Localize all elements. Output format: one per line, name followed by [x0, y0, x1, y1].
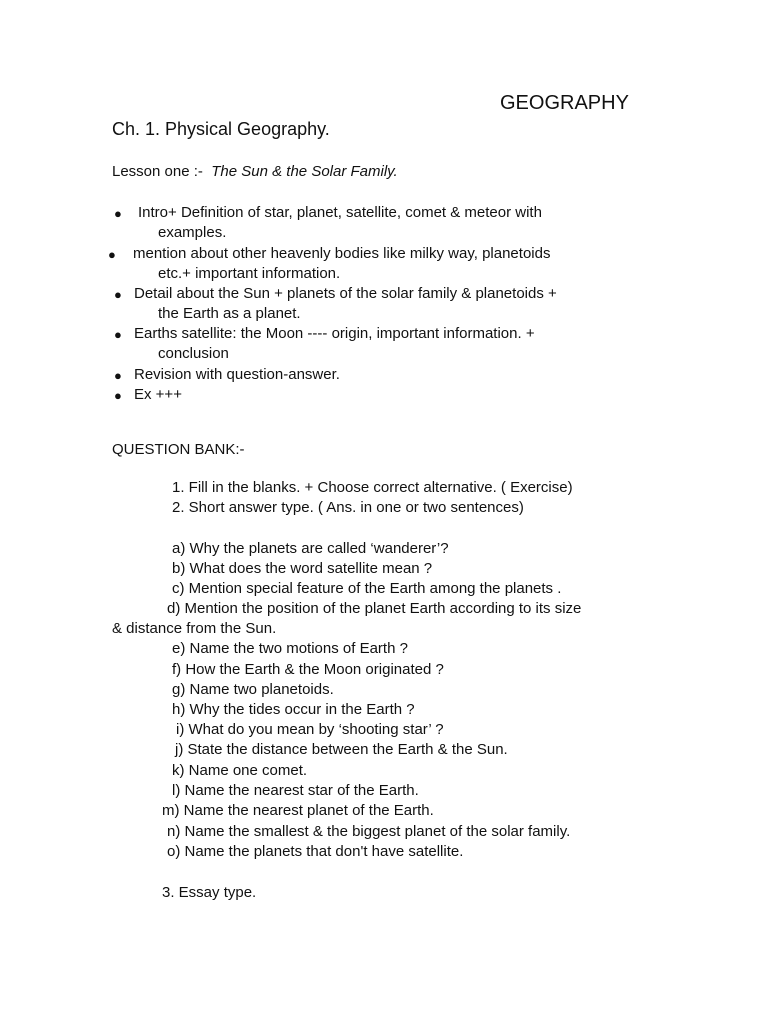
bullet-line: the Earth as a planet. [158, 305, 301, 322]
bullet-line: conclusion [158, 345, 229, 362]
question-item: e) Name the two motions of Earth ? [172, 640, 408, 657]
bullet-line: Intro+ Definition of star, planet, satellite, comet & meteor with [138, 204, 542, 221]
bullet-icon: ● [114, 287, 122, 302]
question-item: i) What do you mean by ‘shooting star’ ? [176, 721, 444, 738]
question-item: l) Name the nearest star of the Earth. [172, 782, 419, 799]
bullet-icon: ● [114, 388, 122, 403]
lesson-heading [112, 163, 398, 180]
question-bank-heading: QUESTION BANK:- [112, 441, 245, 458]
numbered-item: 1. Fill in the blanks. + Choose correct alternative. ( Exercise) [172, 479, 573, 496]
bullet-line: examples. [158, 224, 227, 241]
question-item: n) Name the smallest & the biggest planet of the solar family. [167, 823, 571, 840]
question-item-continued: & distance from the Sun. [112, 620, 277, 637]
essay-type-item: 3. Essay type. [162, 884, 257, 901]
bullet-line: Ex +++ [134, 386, 182, 403]
chapter-heading: Ch. 1. Physical Geography. [112, 119, 330, 139]
question-item: a) Why the planets are called ‘wanderer’? [172, 540, 449, 557]
bullet-line: Revision with question-answer. [134, 366, 340, 383]
bullet-icon: ● [114, 368, 122, 383]
bullet-icon: ● [114, 206, 122, 221]
bullet-icon: ● [108, 247, 116, 262]
bullet-icon: ● [114, 327, 122, 342]
lesson-prefix: Lesson one :- [112, 163, 203, 180]
bullet-line: Detail about the Sun + planets of the solar family & planetoids + [134, 285, 557, 302]
question-item: o) Name the planets that don't have satellite. [167, 843, 464, 860]
bullet-line: mention about other heavenly bodies like milky way, planetoids [133, 245, 551, 262]
question-item: d) Mention the position of the planet Earth according to its size [167, 600, 582, 617]
question-item: k) Name one comet. [172, 762, 308, 779]
question-item: h) Why the tides occur in the Earth ? [172, 701, 415, 718]
bullet-line: Earths satellite: the Moon ---- origin, important information. + [134, 325, 535, 342]
question-item: b) What does the word satellite mean ? [172, 560, 433, 577]
bullet-line: etc.+ important information. [158, 265, 341, 282]
numbered-item: 2. Short answer type. ( Ans. in one or two sentences) [172, 499, 524, 516]
page-title: GEOGRAPHY [500, 92, 629, 114]
question-item: g) Name two planetoids. [172, 681, 334, 698]
question-item: m) Name the nearest planet of the Earth. [162, 802, 434, 819]
lesson-title: The Sun & the Solar Family. [211, 163, 398, 180]
question-item: c) Mention special feature of the Earth among the planets . [172, 580, 562, 597]
question-item: j) State the distance between the Earth & the Sun. [175, 741, 508, 758]
question-item: f) How the Earth & the Moon originated ? [172, 661, 444, 678]
